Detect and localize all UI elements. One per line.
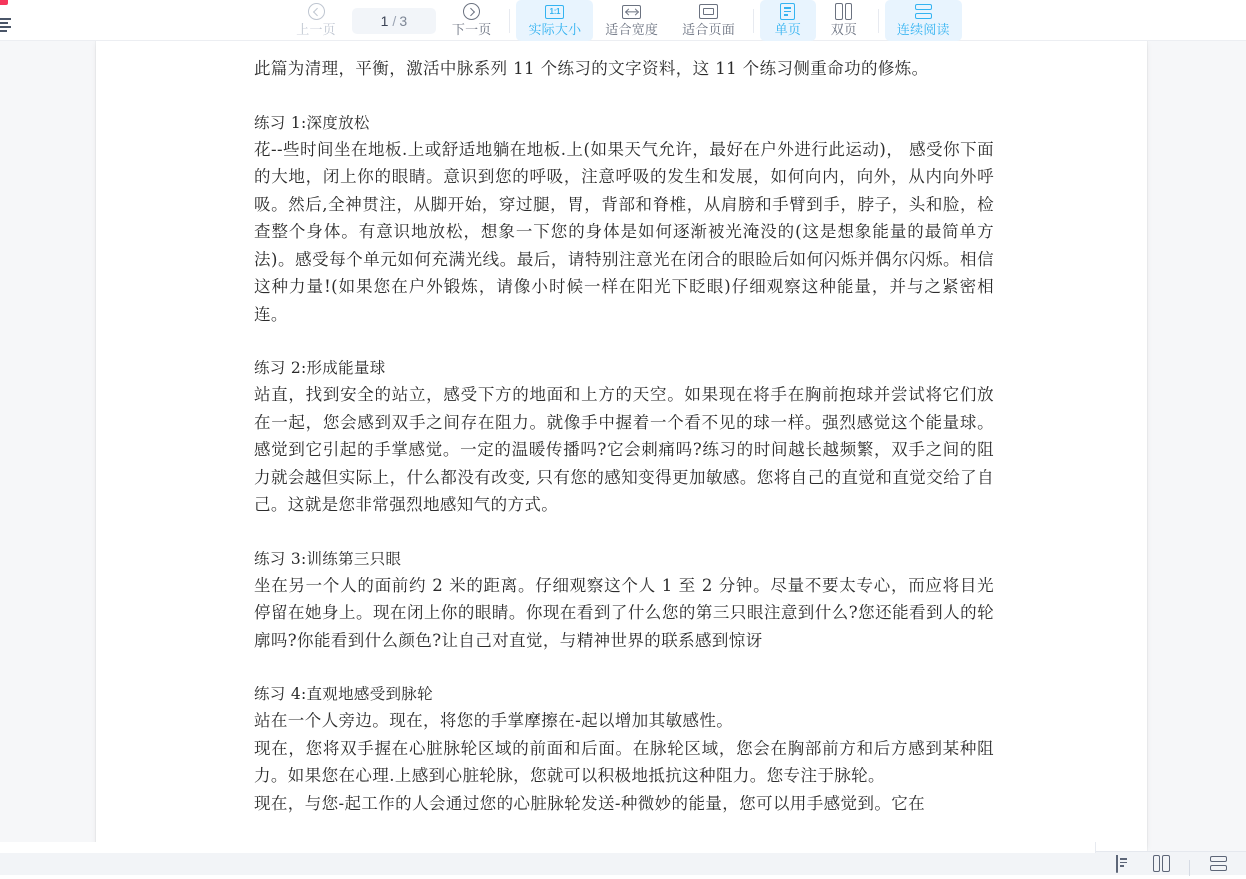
notification-badge-icon (0, 0, 8, 5)
chevron-left-circle-icon (308, 2, 325, 21)
double-page-button[interactable] (816, 0, 872, 41)
prev-page-button[interactable] (284, 0, 348, 41)
document-paragraph: 现在，您将双手握在心脏脉轮区域的前面和后面。在脉轮区域，您会在胸部前方和后方感到某种阻力。如果您在心理.上感到心脏轮脉，您就可以积极地抵抗这种阻力。您专注于脉轮。 (254, 738, 994, 785)
double-page-icon (1153, 855, 1170, 872)
fit-width-icon (622, 2, 641, 21)
exercise-heading: 练习 3:训练第三只眼 (254, 549, 402, 568)
fit-page-label: 适合页面 (682, 22, 735, 37)
bottom-bar-left-panel (0, 842, 1096, 853)
continuous-scroll-icon (1210, 855, 1227, 872)
chevron-right-circle-icon (463, 2, 480, 21)
one-to-one-icon-text: 1:1 (545, 5, 564, 19)
pdf-page-1 (96, 41, 1147, 851)
double-page-icon (835, 2, 852, 21)
actual-size-button[interactable] (516, 0, 593, 41)
document-paragraph: 站在一个人旁边。现在，将您的手掌摩擦在-起以增加其敏感性。 (254, 711, 734, 730)
bottom-continuous-read-button[interactable] (1196, 855, 1240, 879)
next-page-label: 下一页 (451, 22, 492, 37)
single-page-icon (780, 2, 795, 21)
single-page-icon (1116, 855, 1118, 873)
fit-width-button[interactable] (593, 0, 670, 41)
fit-width-label: 适合宽度 (605, 22, 659, 37)
one-to-one-icon (545, 2, 564, 21)
document-paragraph: 坐在另一个人的面前约 2 米的距离。仔细观察这个人 1 至 2 分钟。尽量不要太专心，而应将目光停留在她身上。现在闭上你的眼睛。你现在看到了什么您的第三只眼注意到什么?您还能看到人的轮廓吗?你能看到什么颜色?让自己对直觉，与精神世界的联系感到惊讶 (254, 575, 994, 650)
single-page-label: 单页 (774, 22, 802, 37)
page-separator: / (392, 12, 397, 29)
toolbar-divider-2 (753, 9, 754, 33)
document-paragraph: 现在，与您-起工作的人会通过您的心脏脉轮发送-种微妙的能量，您可以用手感觉到。它在 (254, 793, 926, 813)
continuous-read-label: 连续阅读 (896, 22, 950, 37)
double-page-label: 双页 (830, 22, 858, 37)
bottom-divider (1189, 860, 1190, 876)
exercise-heading: 练习 4:直观地感受到脉轮 (254, 685, 433, 703)
toolbar-divider-3 (878, 9, 879, 33)
menu-lines-icon[interactable] (0, 18, 11, 34)
document-viewer[interactable] (0, 41, 1246, 851)
continuous-scroll-icon (915, 2, 932, 21)
bottom-double-page-button[interactable] (1139, 855, 1183, 879)
fit-page-button[interactable] (670, 0, 747, 41)
bottom-view-mode-group (1095, 855, 1240, 879)
single-page-button[interactable] (760, 0, 816, 41)
toolbar-divider-1 (509, 9, 510, 33)
document-paragraph: 站直，找到安全的站立，感受下方的地面和上方的天空。如果现在将手在胸前抱球并尝试将它们放在一起，您会感到双手之间存在阻力。就像手中握着一个看不见的球一样。强烈感觉这个能量球。感觉到它引起的手掌感觉。一定的温暖传播吗?它会刺痛吗?练习的时间越长越频繁，双手之间的阻力就会越但实际上，什么都没有改变, 只有您的感知变得更加敏感。您将自己的直觉和直觉交给了自己。这就是您非常强烈地感知气的方式。 (254, 385, 994, 514)
exercise-heading: 练习 1:深度放松 (254, 113, 370, 132)
exercise-heading: 练习 2:形成能量球 (254, 359, 386, 377)
fit-page-icon (699, 2, 718, 21)
bottom-status-bar (0, 851, 1246, 875)
clipped-left-widget (0, 0, 40, 41)
actual-size-label: 实际大小 (528, 22, 582, 37)
top-toolbar (0, 0, 1246, 41)
current-page-value: 1 (380, 12, 390, 29)
next-page-button[interactable] (440, 0, 504, 41)
page-number-input[interactable] (352, 8, 436, 34)
document-paragraph: 此篇为清理，平衡，激活中脉系列 11 个练习的文字资料，这 11 个练习侧重命功的修炼。 (254, 59, 929, 78)
continuous-read-button[interactable] (885, 0, 962, 41)
bottom-single-page-button[interactable] (1095, 855, 1139, 879)
toolbar-controls (284, 0, 961, 41)
total-pages-value: 3 (399, 12, 408, 29)
document-paragraph: 花--些时间坐在地板.上或舒适地躺在地板.上(如果天气允许，最好在户外进行此运动)， 感受你下面的大地，闭上你的眼睛。意识到您的呼吸，注意呼吸的发生和发展，如何向内，向外，从内向外呼吸。然后,全神贯注，从脚开始，穿过腿，胃，背部和脊椎，从肩膀和手臂到手，脖子，头和脸，检查整个身体。有意识地放松，想象一下您的身体是如何逐渐被光淹没的(这是想象能量的最简单方法)。感受每个单元如何充满光线。最后，请特别注意光在闭合的眼睑后如何闪烁并偶尔闪烁。相信这种力量!(如果您在户外锻炼，请像小时候一样在阳光下眨眼)仔细观察这种能量，并与之紧密相连。 (254, 139, 994, 324)
prev-page-label: 上一页 (296, 22, 336, 37)
page-text-content (254, 55, 994, 817)
